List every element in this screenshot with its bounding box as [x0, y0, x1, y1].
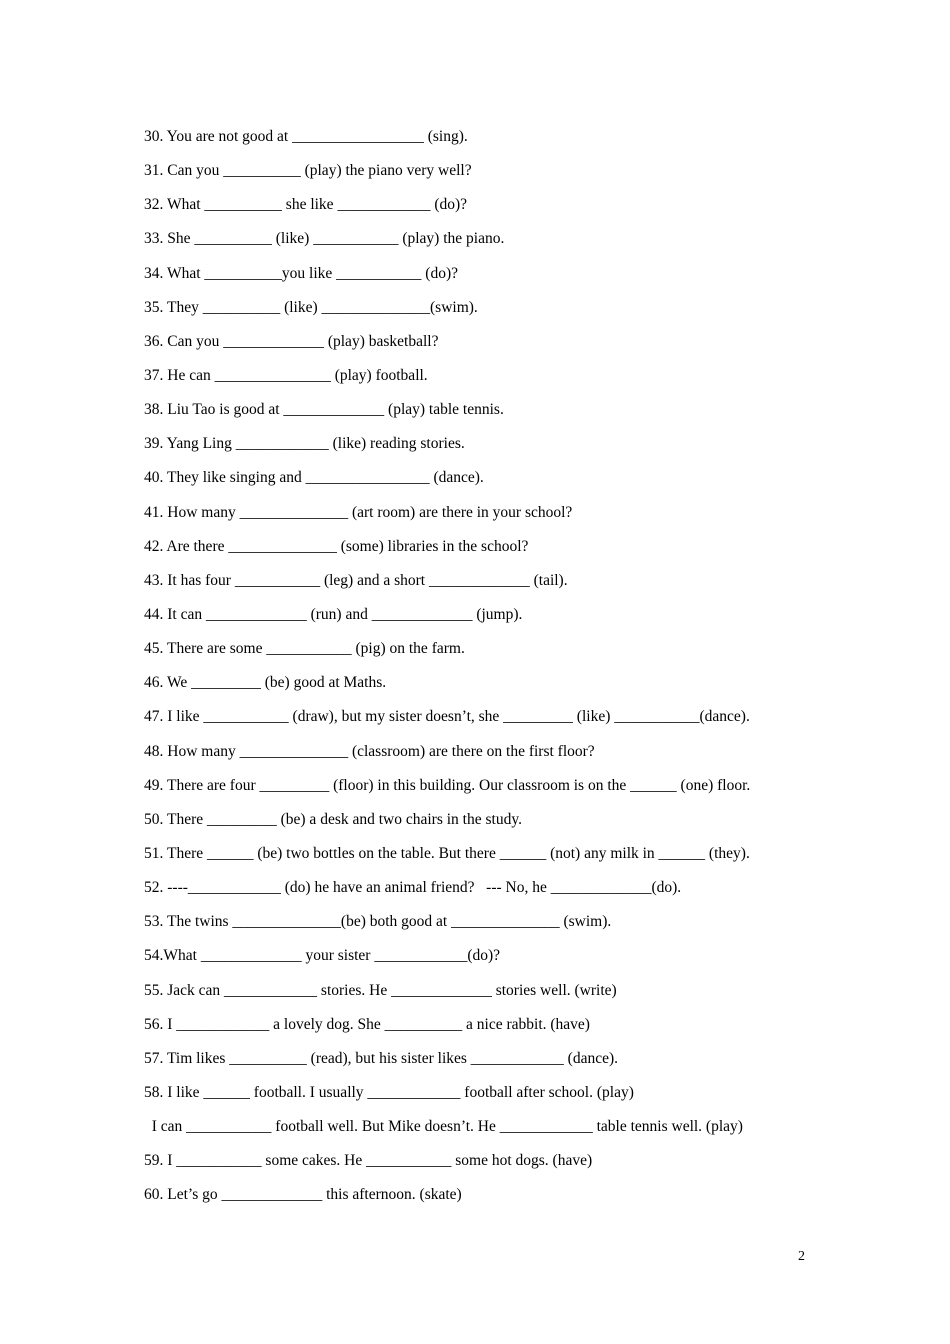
exercise-item-30: 30. You are not good at _________________ (sing). [144, 128, 468, 145]
exercise-item-57: 57. Tim likes __________ (read), but his sister likes ____________ (dance). [144, 1049, 618, 1067]
exercise-item-34: 34. What __________you like ___________ (do)? [144, 264, 458, 282]
exercise-item-58-continued: I can ___________ football well. But Mike doesn’t. He ____________ table tennis well. (play) [144, 1118, 743, 1136]
exercise-item-31: 31. Can you __________ (play) the piano very well? [144, 162, 472, 180]
exercise-item-36: 36. Can you _____________ (play) basketball? [144, 332, 439, 350]
exercise-item-49: 49. There are four _________ (floor) in this building. Our classroom is on the ______ (one) floor. [144, 776, 751, 794]
exercise-item-54: 54.What _____________ your sister ____________(do)? [144, 947, 501, 965]
exercise-item-45: 45. There are some ___________ (pig) on the farm. [144, 640, 465, 658]
exercise-item-47: 47. I like ___________ (draw), but my sister doesn’t, she _________ (like) ___________(dance). [144, 708, 750, 726]
exercise-item-43: 43. It has four ___________ (leg) and a short _____________ (tail). [144, 571, 568, 589]
exercise-item-40: 40. They like singing and ________________ (dance). [144, 469, 484, 487]
exercise-item-41: 41. How many ______________ (art room) are there in your school? [144, 503, 573, 521]
exercise-item-37: 37. He can _______________ (play) football. [144, 366, 428, 384]
exercise-item-33: 33. She __________ (like) ___________ (play) the piano. [144, 230, 505, 248]
exercise-item-60: 60. Let’s go _____________ this afternoon. (skate) [144, 1186, 462, 1204]
exercise-item-50: 50. There _________ (be) a desk and two chairs in the study. [144, 810, 522, 828]
exercise-item-38: 38. Liu Tao is good at _____________ (play) table tennis. [144, 401, 504, 419]
exercise-item-32: 32. What __________ she like ____________ (do)? [144, 196, 468, 214]
exercise-item-55: 55. Jack can ____________ stories. He _____________ stories well. (write) [144, 981, 617, 999]
exercise-item-58: 58. I like ______ football. I usually ____________ football after school. (play) [144, 1083, 634, 1101]
exercise-item-48: 48. How many ______________ (classroom) are there on the first floor? [144, 742, 595, 760]
exercise-item-51: 51. There ______ (be) two bottles on the table. But there ______ (not) any milk in ______ (they). [144, 844, 750, 862]
exercise-item-46: 46. We _________ (be) good at Maths. [144, 674, 387, 692]
exercise-item-44: 44. It can _____________ (run) and _____________ (jump). [144, 605, 523, 623]
exercise-item-53: 53. The twins ______________(be) both good at ______________ (swim). [144, 913, 612, 931]
exercise-item-59: 59. I ___________ some cakes. He ___________ some hot dogs. (have) [144, 1152, 593, 1170]
exercise-item-56: 56. I ____________ a lovely dog. She __________ a nice rabbit. (have) [144, 1015, 590, 1033]
exercise-list [144, 126, 824, 1219]
exercise-item-42: 42. Are there ______________ (some) libraries in the school? [144, 537, 529, 555]
page-number: 2 [798, 1249, 805, 1264]
exercise-item-39: 39. Yang Ling ____________ (like) reading stories. [144, 435, 465, 453]
exercise-item-35: 35. They __________ (like) ______________(swim). [144, 298, 478, 316]
exercise-item-52: 52. ----____________ (do) he have an animal friend? --- No, he _____________(do). [144, 879, 682, 897]
